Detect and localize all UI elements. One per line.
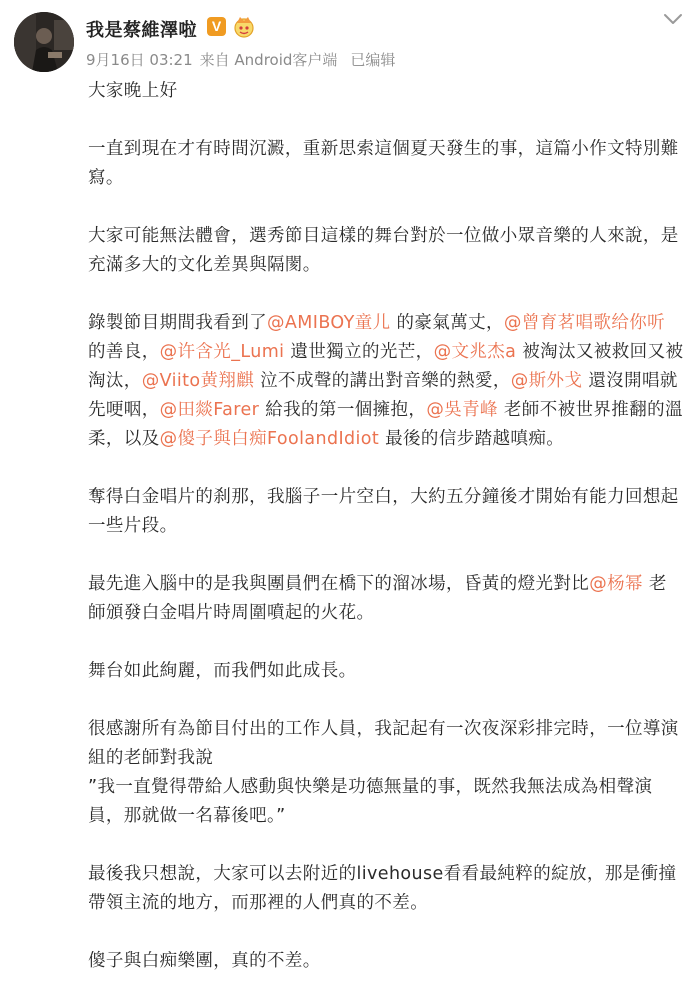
post-paragraph-mentions xyxy=(88,570,684,628)
post-paragraph: 大家晚上好 xyxy=(88,81,178,101)
post-body xyxy=(88,77,684,1005)
chevron-down-icon[interactable] xyxy=(662,11,684,27)
post-header xyxy=(0,0,700,80)
text-span: 老師頒發白金唱片時周圍噴起的火花。 xyxy=(88,574,667,623)
text-span: 的善良， xyxy=(88,342,160,362)
post-meta xyxy=(86,49,402,70)
post-paragraph: 傻子與白痴樂團，真的不差。 xyxy=(88,951,321,971)
post-paragraph: 一直到現在才有時間沉澱，重新思索這個夏天發生的事，這篇小作文特別難寫。 xyxy=(88,139,679,188)
mention-link[interactable]: @斯外戈 xyxy=(510,371,583,391)
text-span: 錄製節目期間我看到了 xyxy=(88,313,267,333)
mention-link[interactable]: @傻子與白痴FoolandIdiot xyxy=(159,429,380,449)
mention-link[interactable]: @吳青峰 xyxy=(426,400,498,420)
author-name[interactable]: 我是蔡維澤啦 xyxy=(86,20,197,41)
post-time[interactable]: 9月16日 03:21 xyxy=(86,51,193,69)
post-paragraph: 最後我只想說，大家可以去附近的livehouse看看最純粹的綻放，那是衝撞帶領主流的地方，而那裡的人們真的不差。 xyxy=(88,864,677,913)
mention-link[interactable]: @田燚Farer xyxy=(159,400,260,420)
mention-link[interactable]: @许含光_Lumi xyxy=(159,342,285,362)
avatar[interactable] xyxy=(14,12,74,72)
post-source: 来自 Android客户端 xyxy=(199,51,338,69)
text-span: 最後的信步踏越嗔痴。 xyxy=(379,429,565,449)
verified-badge-icon: V xyxy=(207,17,226,36)
mention-link[interactable]: @文兆杰a xyxy=(433,342,517,362)
text-span: 泣不成聲的講出對音樂的熱愛， xyxy=(254,371,511,391)
post-paragraph: 奪得白金唱片的刹那，我腦子一片空白，大約五分鐘後才開始有能力回想起一些片段。 xyxy=(88,487,679,536)
mention-link[interactable]: @曾育茗唱歌给你听 xyxy=(503,313,666,333)
text-span: 的豪氣萬丈， xyxy=(390,313,504,333)
avatar-photo xyxy=(14,12,74,72)
text-span: 最先進入腦中的是我與團員們在橋下的溜冰場，昏黃的燈光對比 xyxy=(88,574,590,594)
text-span: 被淘汰又被救回又被淘汰， xyxy=(88,342,684,391)
crown-icon[interactable] xyxy=(233,14,255,38)
text-span: 老師不被世界推翻的溫柔，以及 xyxy=(88,400,683,449)
mention-link[interactable]: @AMIBOY童儿 xyxy=(267,313,391,333)
mention-link[interactable]: @杨幂 xyxy=(589,574,643,594)
post-paragraph: 舞台如此絢麗，而我們如此成長。 xyxy=(88,661,357,681)
post-paragraph-mentions xyxy=(88,309,684,454)
text-span: 遺世獨立的光芒， xyxy=(284,342,434,362)
post-paragraph: ”我一直覺得帶給人感動與快樂是功德無量的事，既然我無法成為相聲演員，那就做一名幕後吧。” xyxy=(88,777,653,826)
edited-label[interactable]: 已编辑 xyxy=(350,51,396,69)
post-paragraph: 大家可能無法體會，選秀節目這樣的舞台對於一位做小眾音樂的人來說，是充滿多大的文化差異與隔閡。 xyxy=(88,226,679,275)
mention-link[interactable]: @Viito黄翔麒 xyxy=(141,371,255,391)
text-span: 還沒開唱就先哽咽， xyxy=(88,371,678,420)
text-span: 給我的第一個擁抱， xyxy=(259,400,427,420)
post-paragraph: 很感謝所有為節目付出的工作人員，我記起有一次夜深彩排完時，一位導演組的老師對我說 xyxy=(88,719,679,768)
